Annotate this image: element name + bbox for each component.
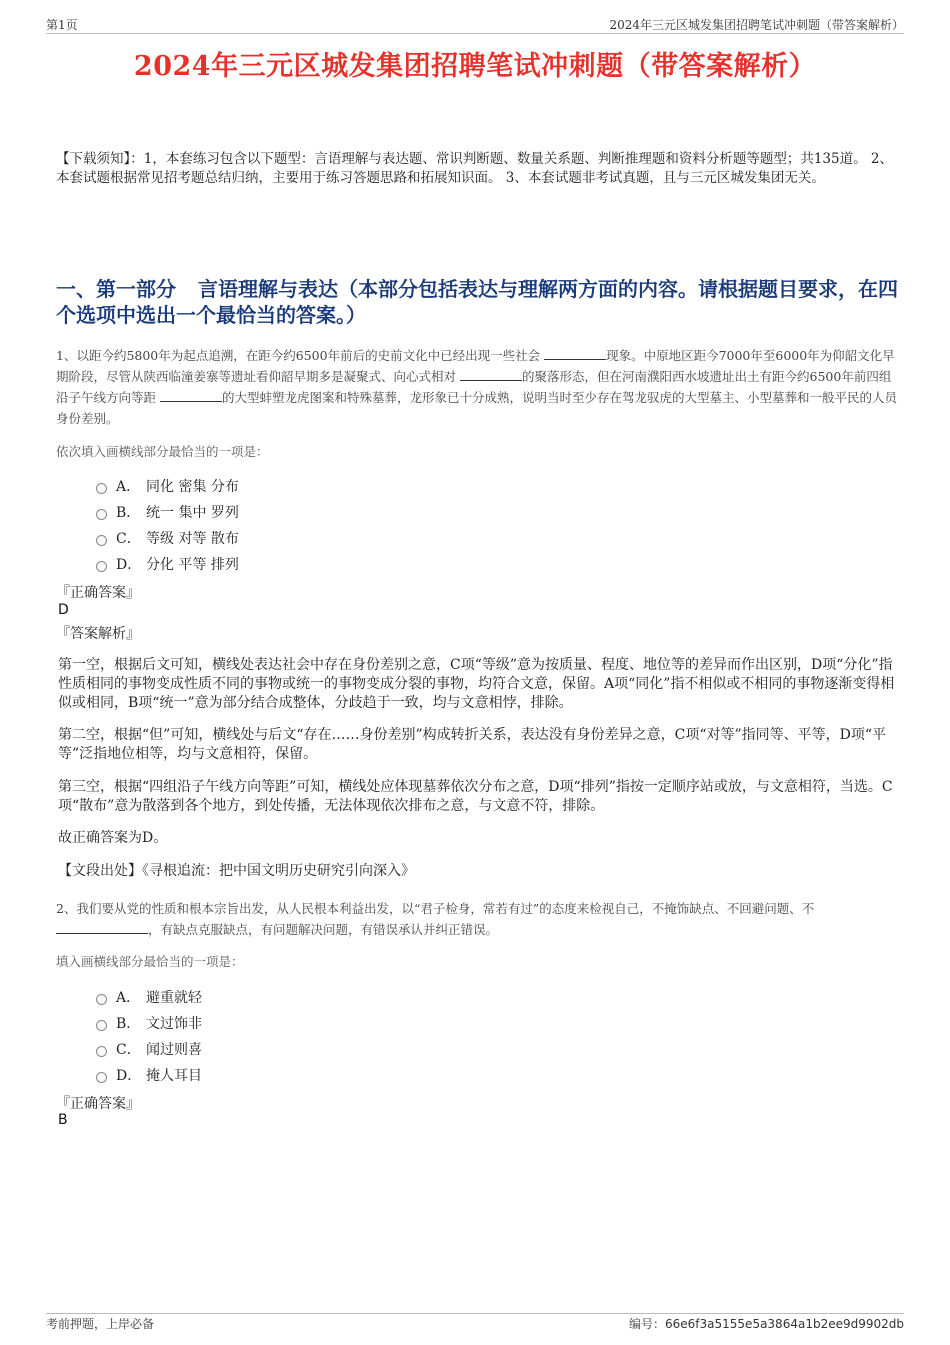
option-b[interactable]: B． 统一 集中 罗列 — [96, 499, 239, 525]
radio-button[interactable] — [96, 483, 107, 494]
header-doc-title: 2024年三元区城发集团招聘笔试冲刺题（带答案解析） — [609, 18, 904, 32]
question-2-options — [96, 984, 202, 1088]
page-footer — [46, 1313, 904, 1331]
answer-blank — [160, 388, 222, 402]
page-header — [46, 16, 904, 34]
correct-answer: D — [58, 602, 69, 618]
radio-button[interactable] — [96, 535, 107, 546]
section-title: 言语理解与表达（本部分包括表达与理解两方面的内容。请根据题目要求，在四个选项中选出一个最恰当的答案。） — [56, 277, 898, 327]
option-a[interactable]: A． 避重就轻 — [96, 984, 202, 1010]
analysis-paragraph: 第三空，根据“四组沿子午线方向等距”可知，横线处应体现墓葬依次分布之意，D项“排列”指按一定顺序站或放，与文意相符，当选。C项“散布”意为散落到各个地方，到处传播，无法体现依次排布之意，与文意不符，排除。 — [58, 779, 893, 814]
analysis-paragraph: 第二空，根据“但”可知，横线处与后文“存在……身份差别”构成转折关系，表达没有身份差异之意，C项“对等”指同等、平等，D项“平等”泛指地位相等，均与文意相符，保留。 — [58, 727, 887, 762]
question-1-stem: 1、以距今约5800年为起点追溯，在距今约6500年前后的史前文化中已经出现一些社会 现象。中原地区距今7000年至6000年为仰韶文化早期阶段，尽管从陕西临潼姜寨等遗址看仰韶早期多是凝聚式、向心式相对 的聚落形态，但在河南濮阳西水坡遗址出土有距今约6500年前四组沿子午线方向等距 的大型蚌塑龙虎图案和特殊墓葬，龙形象已十分成熟，说明当时至少存在驾龙驭虎的大型墓主、小型墓葬和一般平民的人员身份差别。 — [56, 348, 898, 426]
option-c[interactable]: C． 等级 对等 散布 — [96, 525, 239, 551]
radio-button[interactable] — [96, 509, 107, 520]
radio-button[interactable] — [96, 1046, 107, 1057]
section-number: 一、第一部分 — [56, 277, 176, 301]
option-c[interactable]: C． 闻过则喜 — [96, 1036, 202, 1062]
question-1-prompt: 依次填入画横线部分最恰当的一项是： — [56, 444, 269, 459]
option-d[interactable]: D． 掩人耳目 — [96, 1062, 202, 1088]
answer-blank — [544, 346, 606, 360]
radio-button[interactable] — [96, 994, 107, 1005]
source-citation: 【文段出处】《寻根追流：把中国文明历史研究引向深入》 — [58, 863, 415, 879]
section-heading — [56, 276, 898, 328]
page-number: 第1页 — [46, 18, 78, 32]
answer-blank — [56, 920, 148, 934]
option-d[interactable]: D． 分化 平等 排列 — [96, 551, 239, 577]
radio-button[interactable] — [96, 561, 107, 572]
option-b[interactable]: B． 文过饰非 — [96, 1010, 202, 1036]
question-2-prompt: 填入画横线部分最恰当的一项是： — [56, 954, 244, 969]
document-code: 编号：66e6f3a5155e5a3864a1b2ee9d9902db — [629, 1317, 904, 1331]
question-1-options — [96, 473, 239, 577]
footer-slogan: 考前押题，上岸必备 — [46, 1317, 155, 1331]
question-2-stem: 2、我们要从党的性质和根本宗旨出发，从人民根本利益出发，以“君子检身，常若有过”的态度来检视自己，不掩饰缺点、不回避问题、不 ，有缺点克服缺点，有问题解决问题，有错误承认并纠正错误。 — [56, 901, 815, 937]
analysis-conclusion: 故正确答案为D。 — [58, 830, 168, 846]
option-a[interactable]: A． 同化 密集 分布 — [96, 473, 239, 499]
radio-button[interactable] — [96, 1020, 107, 1031]
download-notice: 【下载须知】：1，本套练习包含以下题型：言语理解与表达题、常识判断题、数量关系题、判断推理题和资料分析题等题型；共135道。 2、本套试题根据常见招考题总结归纳，主要用于练习答题思路和拓展知识面。 3、本套试题非考试真题，且与三元区城发集团无关。 — [56, 151, 893, 186]
correct-answer-label: 『正确答案』 — [56, 585, 140, 601]
analysis-label: 『答案解析』 — [56, 626, 140, 642]
answer-blank — [460, 367, 522, 381]
document-title: 2024年三元区城发集团招聘笔试冲刺题（带答案解析） — [133, 51, 817, 82]
correct-answer: B — [58, 1112, 68, 1128]
radio-button[interactable] — [96, 1072, 107, 1083]
correct-answer-label: 『正确答案』 — [56, 1096, 140, 1112]
analysis-paragraph: 第一空，根据后文可知，横线处表达社会中存在身份差别之意，C项“等级”意为按质量、程度、地位等的差异而作出区别，D项“分化”指性质相同的事物变成性质不同的事物或统一的事物变成分裂的事物，均符合文意，保留。A项“同化”指不相似或不相同的事物逐渐变得相似或相同，B项“统一”意为部分结合成整体，分歧趋于一致，均与文意相悖，排除。 — [58, 657, 895, 711]
